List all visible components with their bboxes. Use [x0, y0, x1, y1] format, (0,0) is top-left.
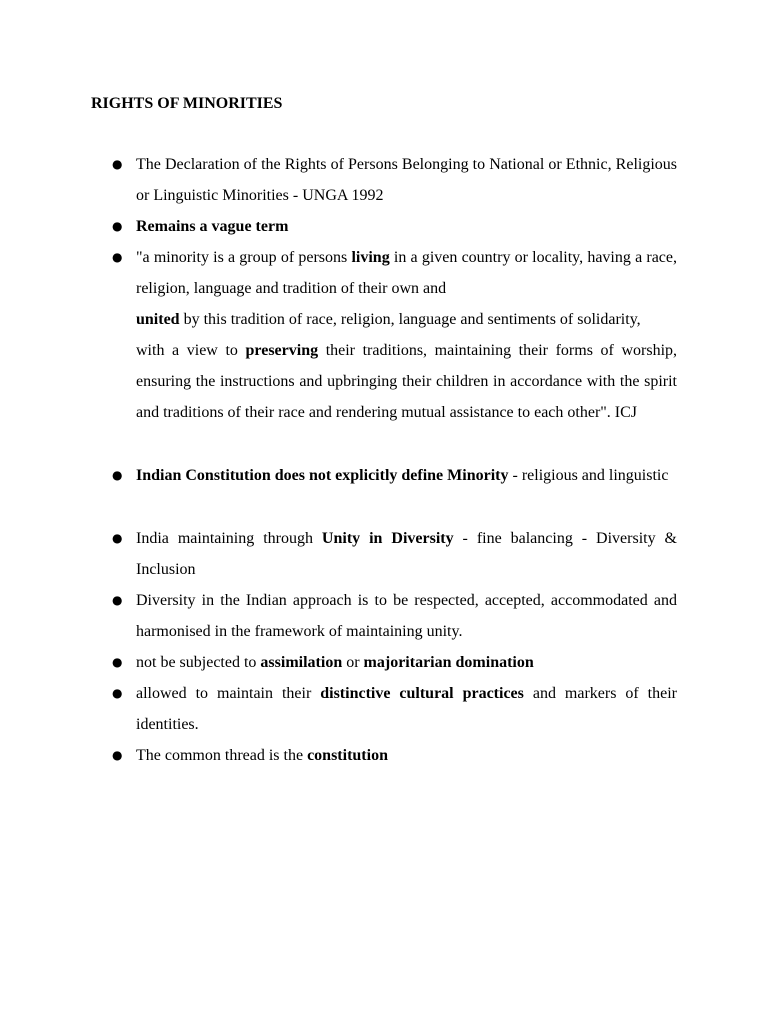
icj-paragraph-3: with a view to preserving their traditions, maintaining their forms of worship, ensuring the instructions and upbringing their children in accordance with the spirit and traditions of their race and rendering mutual assistance to each other". ICJ — [136, 342, 678, 421]
bullet-cultural-practices: ● allowed to maintain their distinctive cultural practices and markers of their identities. — [0, 678, 677, 740]
document-title: RIGHTS OF MINORITIES — [91, 95, 283, 112]
bullet-diversity-approach: ● Diversity in the Indian approach is to be respected, accepted, accommodated and harmonised in the framework of maintaining unity. — [0, 585, 677, 647]
icj-paragraph-2: united by this tradition of race, religion, language and sentiments of solidarity, — [136, 311, 641, 328]
bullet-indian-constitution: ● Indian Constitution does not explicitly define Minority - religious and linguistic — [0, 460, 677, 491]
icj-paragraph-1: ● "a minority is a group of persons living in a given country or locality, having a race, religion, language and tradition of their own and — [136, 249, 677, 297]
bullet-unity-in-diversity: ● India maintaining through Unity in Diversity - fine balancing - Diversity & Inclusion — [0, 523, 677, 585]
bullet-assimilation: ● not be subjected to assimilation or majoritarian domination — [0, 647, 677, 678]
bullet-icj-definition — [0, 242, 677, 428]
bullet-unga-declaration: ● The Declaration of the Rights of Persons Belonging to National or Ethnic, Religious or Linguistic Minorities - UNGA 1992 — [0, 149, 677, 211]
bullet-common-thread: ● The common thread is the constitution — [0, 740, 677, 771]
bullet-vague-term: ● Remains a vague term — [0, 211, 677, 242]
bullet-list — [0, 149, 768, 771]
